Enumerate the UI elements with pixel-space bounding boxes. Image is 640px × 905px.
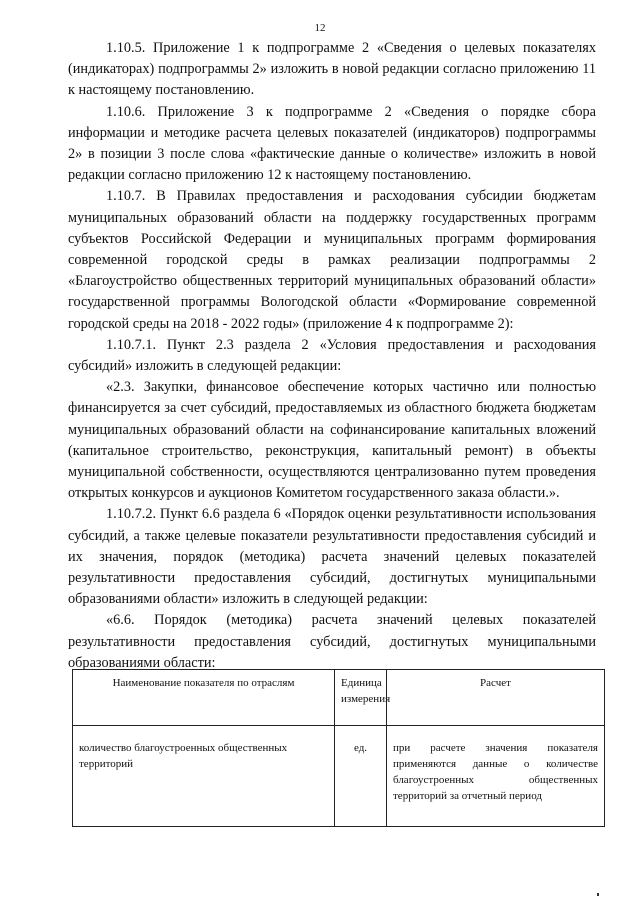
- paragraph-1-10-7-1: 1.10.7.1. Пункт 2.3 раздела 2 «Условия предоставления и расходования субсидий» изложить в следующей редакции:: [68, 336, 596, 375]
- cell-unit: ед.: [335, 726, 387, 827]
- header-indicator-name: Наименование показателя по отраслям: [73, 670, 335, 726]
- cell-indicator-name: количество благоустроенных общественных территорий: [73, 726, 335, 827]
- indicators-table: [72, 669, 605, 827]
- header-calculation: Расчет: [387, 670, 605, 726]
- page-number: 12: [314, 22, 326, 34]
- paragraph-1-10-7: 1.10.7. В Правилах предоставления и расходования субсидии бюджетам муниципальных образований области на поддержку государственных программ субъектов Российской Федерации и муниципальных программ формирования современной городской среды в рамках реализации подпрограммы 2 «Благоустройство общественных территорий муниципальных образований области» государственной программы Вологодской области «Формирование современной городской среды на 2018 - 2022 годы» (приложение 4 к подпрограмме 2):: [68, 188, 596, 332]
- scan-mark: [597, 893, 599, 896]
- paragraph-1-10-7-2: 1.10.7.2. Пункт 6.6 раздела 6 «Порядок оценки результативности использования субсидий, а также целевые показатели результативности предоставления субсидий и их значения, порядок (методика) расчета значений целевых показателей результативности предоставления субсидий, достигнутых муниципальными образованиями области» изложить в следующей редакции:: [68, 506, 596, 608]
- document-body: [68, 38, 596, 674]
- paragraph-1-10-5: 1.10.5. Приложение 1 к подпрограмме 2 «Сведения о целевых показателях (индикаторах) подпрограммы 2» изложить в новой редакции согласно приложению 11 к настоящему постановлению.: [68, 40, 596, 99]
- paragraph-6-6-quote: «6.6. Порядок (методика) расчета значений целевых показателей результативности предоставления субсидий, достигнутых муниципальными образованиями области:: [68, 612, 596, 671]
- table-header-row: [73, 670, 605, 726]
- paragraph-2-3-quote: «2.3. Закупки, финансовое обеспечение которых частично или полностью финансируется за счет субсидий, предоставляемых из областного бюджета бюджетам муниципальных образований области на софинансирование капитальных вложений (капитальное строительство, реконструкция, капитальный ремонт) в объекты муниципальной собственности, осуществляются централизованно путем проведения открытых конкурсов и аукционов Комитетом государственного заказа области.».: [68, 379, 596, 502]
- table-row: [73, 726, 605, 827]
- header-unit: Единица измерения: [335, 670, 387, 726]
- cell-calculation: при расчете значения показателя применяются данные о количестве благоустроенных общественных территорий за отчетный период: [387, 726, 605, 827]
- paragraph-1-10-6: 1.10.6. Приложение 3 к подпрограмме 2 «Сведения о порядке сбора информации и методике расчета целевых показателей (индикаторов) подпрограммы 2» в позиции 3 после слова «фактические данные о количестве» изложить в новой редакции согласно приложению 12 к настоящему постановлению.: [68, 103, 596, 184]
